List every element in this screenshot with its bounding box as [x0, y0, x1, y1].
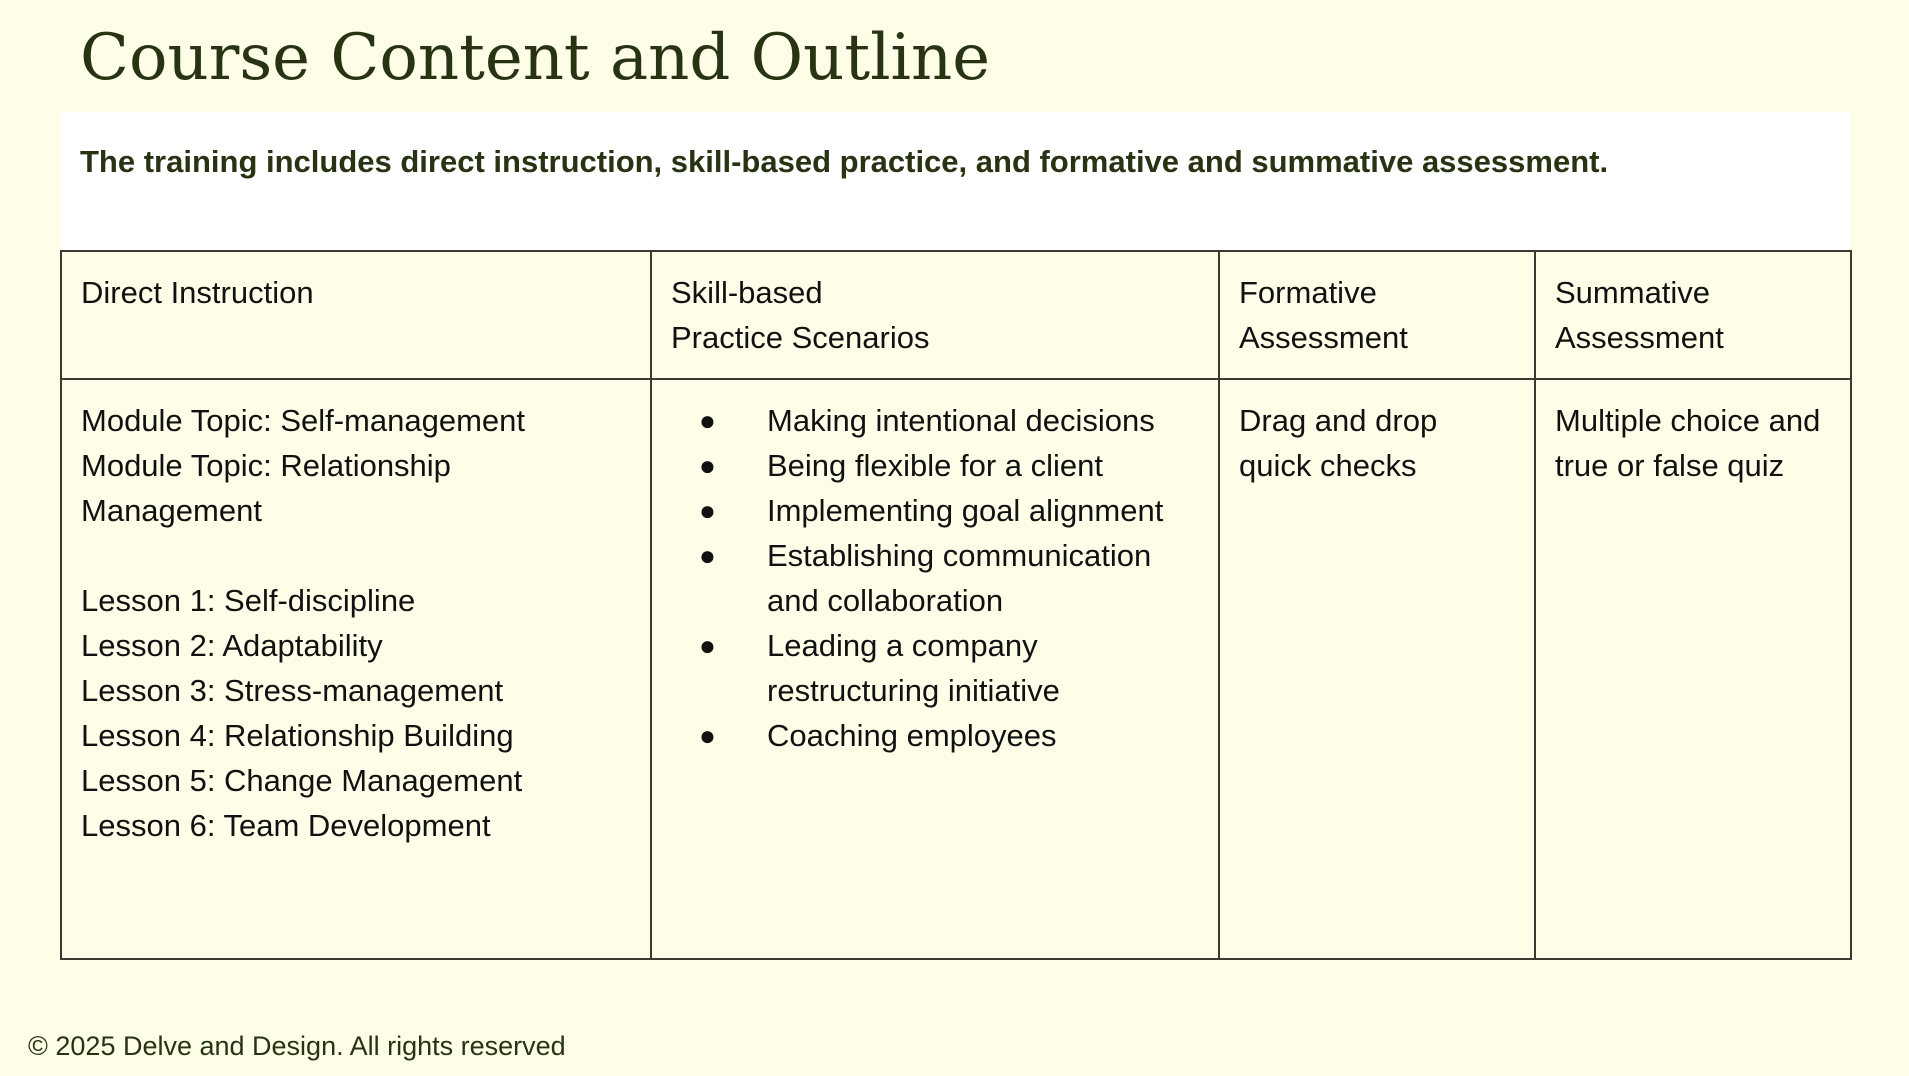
copyright-footer: © 2025 Delve and Design. All rights reserved — [28, 1031, 566, 1061]
header-line: Assessment — [1239, 320, 1408, 355]
bullet-icon: ● — [699, 720, 716, 751]
list-item — [671, 443, 1200, 488]
practice-scenarios-cell — [651, 379, 1219, 959]
course-outline-table — [60, 250, 1852, 960]
table-content-row — [61, 379, 1851, 959]
scenario-text: Being flexible for a client — [767, 448, 1104, 483]
table-header-row — [61, 251, 1851, 379]
bullet-icon: ● — [699, 540, 716, 571]
spacer — [81, 533, 632, 578]
header-direct-instruction — [61, 251, 651, 379]
list-item — [671, 488, 1200, 533]
module-topic: Module Topic: Self-management — [81, 403, 526, 438]
header-line: Practice Scenarios — [671, 320, 930, 355]
lesson-item: Lesson 5: Change Management — [81, 763, 523, 798]
summative-assessment-cell — [1535, 379, 1851, 959]
bullet-icon: ● — [699, 630, 716, 661]
intro-box — [60, 112, 1850, 250]
page-title: Course Content and Outline — [80, 21, 991, 95]
list-item — [671, 533, 1200, 623]
practice-scenario-list — [671, 398, 1200, 758]
bullet-icon: ● — [699, 495, 716, 526]
header-summative-assessment — [1535, 251, 1851, 379]
scenario-text: Coaching employees — [767, 718, 1057, 753]
scenario-text: Implementing goal alignment — [767, 493, 1164, 528]
scenario-text: Establishing communication and collaboration — [767, 538, 1152, 618]
lesson-item: Lesson 3: Stress-management — [81, 673, 504, 708]
header-line: Assessment — [1555, 320, 1724, 355]
header-line: Summative — [1555, 275, 1711, 310]
lesson-item: Lesson 1: Self-discipline — [81, 583, 416, 618]
list-item — [671, 713, 1200, 758]
header-line: Direct Instruction — [81, 275, 314, 310]
header-skill-based-practice — [651, 251, 1219, 379]
lesson-item: Lesson 4: Relationship Building — [81, 718, 514, 753]
direct-instruction-cell — [61, 379, 651, 959]
scenario-text: Making intentional decisions — [767, 403, 1155, 438]
list-item — [671, 398, 1200, 443]
bullet-icon: ● — [699, 405, 716, 436]
header-line: Formative — [1239, 275, 1377, 310]
bullet-icon: ● — [699, 450, 716, 481]
lesson-item: Lesson 2: Adaptability — [81, 628, 383, 663]
intro-text: The training includes direct instruction, skill-based practice, and formative and summative assessment. — [80, 144, 1609, 179]
formative-text: Drag and drop quick checks — [1239, 403, 1438, 483]
header-formative-assessment — [1219, 251, 1535, 379]
scenario-text: Leading a company restructuring initiative — [767, 628, 1060, 708]
lesson-item: Lesson 6: Team Development — [81, 808, 491, 843]
list-item — [671, 623, 1200, 713]
module-topic: Module Topic: Relationship Management — [81, 448, 451, 528]
formative-assessment-cell — [1219, 379, 1535, 959]
summative-text: Multiple choice and true or false quiz — [1555, 403, 1821, 483]
header-line: Skill-based — [671, 275, 823, 310]
